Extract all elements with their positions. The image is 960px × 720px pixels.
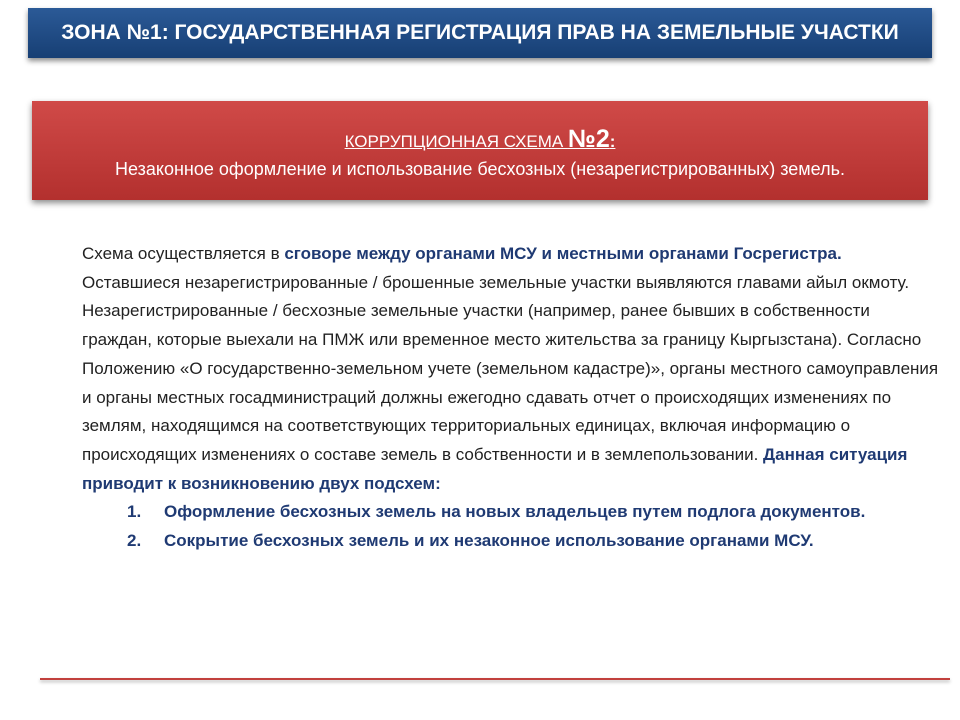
- zone-title: ЗОНА №1: ГОСУДАРСТВЕННАЯ РЕГИСТРАЦИЯ ПРАВ НА ЗЕМЕЛЬНЫЕ УЧАСТКИ: [61, 21, 899, 44]
- body-intro-highlight: сговоре между органами МСУ и местными органами Госрегистра.: [284, 244, 842, 263]
- scheme-title-prefix: КОРРУПЦИОННАЯ СХЕМА: [344, 132, 568, 151]
- subscheme-item: [82, 498, 942, 527]
- body-conclusion-highlight: Данная ситуация приводит к возникновению двух подсхем:: [82, 444, 908, 493]
- body-paragraph: [82, 240, 942, 498]
- subscheme-text: Сокрытие бесхозных земель и их незаконное использование органами МСУ.: [164, 531, 814, 551]
- scheme-description: Незаконное оформление и использование бесхозных (незарегистрированных) земель.: [115, 159, 845, 179]
- scheme-title: [32, 125, 928, 156]
- body-intro: Схема осуществляется в: [82, 244, 285, 263]
- subscheme-item: [82, 527, 942, 556]
- subscheme-number: 1.: [127, 502, 142, 522]
- scheme-body: [82, 240, 942, 556]
- bottom-divider: [40, 678, 950, 680]
- subscheme-text: Оформление бесхозных земель на новых владельцев путем подлога документов.: [164, 502, 866, 522]
- body-main-text: Оставшиеся незарегистрированные / брошенные земельные участки выявляются главами айыл окмоту. Незарегистрированные / бесхозные земельные участки (например, ранее бывших в собственности граждан, которые выехали на ПМЖ или временное место жительства за границу Кыргызстана). Согласно Положению «О государственно-земельном учете (земельном кадастре)», органы местного самоуправления и органы местных госадминистраций должны ежегодно сдавать отчет о происходящих изменениях по землям, находящимся на соответствующих территориальных единицах, включая информацию о происходящих изменениях о составе земель в собственности и в землепользовании.: [82, 272, 939, 464]
- scheme-banner: [32, 101, 928, 200]
- zone-header: [28, 8, 932, 58]
- scheme-title-number: №2: [567, 125, 610, 153]
- subscheme-list: [82, 498, 942, 555]
- subscheme-number: 2.: [127, 531, 142, 551]
- scheme-title-colon: :: [609, 132, 616, 151]
